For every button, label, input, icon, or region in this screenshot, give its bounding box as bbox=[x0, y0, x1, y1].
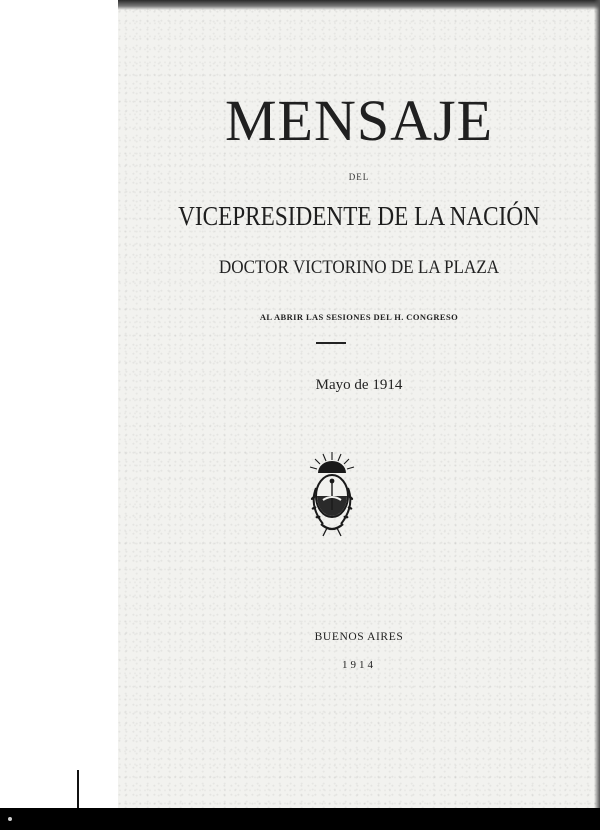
author-name: DOCTOR VICTORINO DE LA PLAZA bbox=[218, 257, 500, 278]
occasion-text: AL ABRIR LAS SESIONES DEL H. CONGRESO bbox=[259, 312, 459, 322]
scan-top-edge bbox=[118, 0, 600, 10]
publication-city: BUENOS AIRES bbox=[314, 631, 404, 643]
publication-year: 1914 bbox=[342, 659, 376, 671]
office-heading: VICEPRESIDENTE DE LA NACIÓN bbox=[178, 201, 540, 231]
document-title: MENSAJE bbox=[224, 88, 494, 153]
scan-dot-mark bbox=[8, 817, 12, 821]
divider-rule bbox=[316, 342, 346, 344]
document-date: Mayo de 1914 bbox=[315, 377, 403, 393]
margin-mark bbox=[77, 770, 79, 808]
coat-of-arms-icon bbox=[301, 448, 363, 540]
scan-bottom-border bbox=[0, 808, 600, 830]
connector-text: DEL bbox=[348, 172, 370, 182]
